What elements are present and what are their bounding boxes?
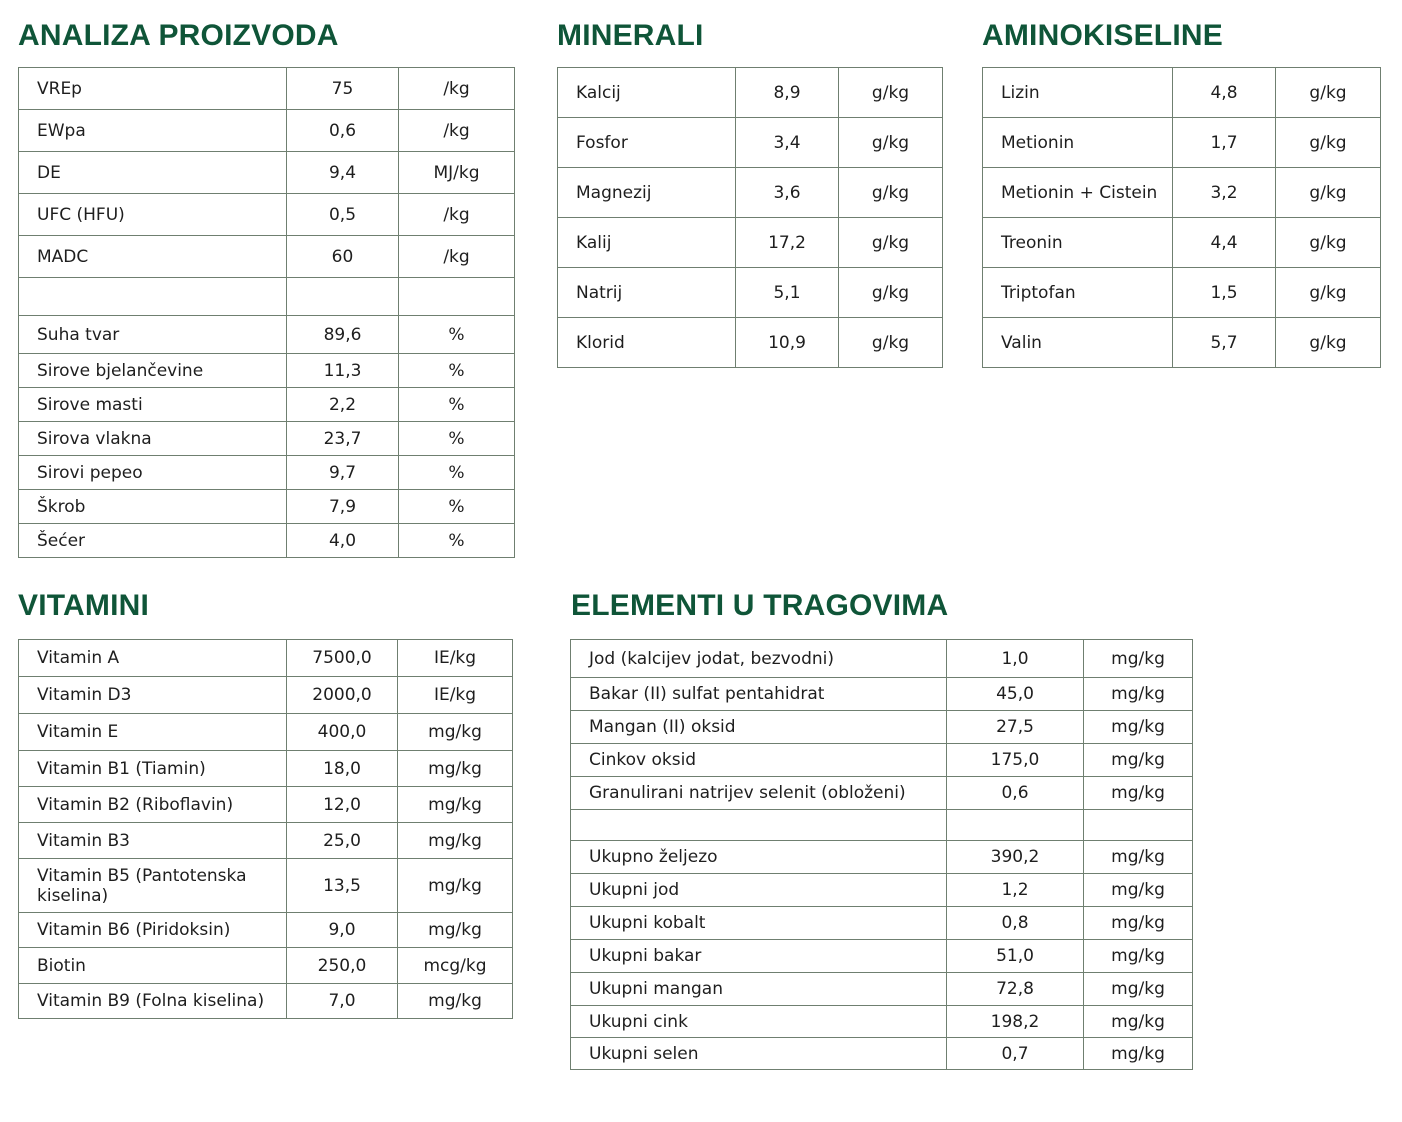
nutrient-unit: g/kg [839,68,943,118]
nutrient-unit: mg/kg [398,859,513,913]
nutrient-value: 23,7 [287,422,399,456]
nutrient-unit: /kg [399,236,515,278]
nutrient-name: Ukupni selen [571,1038,947,1070]
nutrient-unit: g/kg [839,268,943,318]
table-row [983,68,1381,118]
nutrient-name: Vitamin B6 (Piridoksin) [19,913,287,948]
nutrient-name: Kalcij [558,68,736,118]
nutrient-value: 0,6 [287,110,399,152]
nutrient-name: Vitamin A [19,640,287,677]
nutrient-unit [399,278,515,316]
aminokiseline-table [982,67,1381,368]
nutrient-name: Sirove masti [19,388,287,422]
nutrient-name: Vitamin B3 [19,823,287,859]
table-row [571,841,1193,874]
nutrient-name: Vitamin B9 (Folna kiselina) [19,984,287,1019]
nutrient-unit: mg/kg [398,984,513,1019]
nutrient-name: Sirovi pepeo [19,456,287,490]
table-row [571,640,1193,678]
nutrient-name: Treonin [983,218,1173,268]
nutrient-name: Vitamin B1 (Tiamin) [19,751,287,787]
nutrient-value: 3,4 [736,118,839,168]
nutrient-name: Metionin + Cistein [983,168,1173,218]
nutrient-unit: mg/kg [1084,940,1193,973]
nutrient-unit: MJ/kg [399,152,515,194]
nutrient-unit: g/kg [839,318,943,368]
table-row [19,422,515,456]
table-row [19,152,515,194]
nutrient-unit: % [399,524,515,558]
nutrient-unit: mg/kg [1084,711,1193,744]
nutrient-name: Vitamin B5 (Pantotenska kiselina) [19,859,287,913]
table-row [19,236,515,278]
nutrient-value: 390,2 [947,841,1084,874]
nutrient-name: Triptofan [983,268,1173,318]
nutrient-value: 3,6 [736,168,839,218]
nutrient-name: Ukupni mangan [571,973,947,1006]
nutrient-unit: % [399,422,515,456]
nutrient-name: Suha tvar [19,316,287,354]
table-row [983,168,1381,218]
nutrient-unit: g/kg [839,218,943,268]
elementi-heading: ELEMENTI U TRAGOVIMA [571,589,949,622]
minerali-table [557,67,943,368]
nutrient-unit: g/kg [839,168,943,218]
nutrient-name: Ukupno željezo [571,841,947,874]
nutrient-value: 4,4 [1173,218,1276,268]
nutrient-value: 2,2 [287,388,399,422]
table-row [571,874,1193,907]
nutrient-value: 18,0 [287,751,398,787]
nutrient-value: 51,0 [947,940,1084,973]
table-row [558,318,943,368]
spacer-row [19,278,515,316]
nutrient-value: 45,0 [947,678,1084,711]
nutrient-name: Bakar (II) sulfat pentahidrat [571,678,947,711]
nutrient-value: 13,5 [287,859,398,913]
nutrient-unit: mg/kg [398,787,513,823]
nutrient-value: 4,0 [287,524,399,558]
nutrient-value: 3,2 [1173,168,1276,218]
table-row [983,268,1381,318]
nutrient-value: 8,9 [736,68,839,118]
nutrient-value: 0,5 [287,194,399,236]
nutrient-value: 0,6 [947,777,1084,810]
nutrient-unit: g/kg [1276,268,1381,318]
table-row [558,168,943,218]
nutrient-name: Vitamin E [19,714,287,751]
spacer-row [571,810,1193,841]
table-row [19,823,513,859]
nutrient-unit: mg/kg [1084,1006,1193,1038]
table-row [19,456,515,490]
table-row [19,640,513,677]
nutrient-name: EWpa [19,110,287,152]
nutrient-name: DE [19,152,287,194]
nutrient-value [287,278,399,316]
nutrient-unit: g/kg [1276,118,1381,168]
nutrient-value: 11,3 [287,354,399,388]
table-row [571,711,1193,744]
table-row [19,787,513,823]
nutrient-name: Lizin [983,68,1173,118]
nutrient-value: 89,6 [287,316,399,354]
nutrient-value: 4,8 [1173,68,1276,118]
nutrient-value: 7,9 [287,490,399,524]
table-row [571,1038,1193,1070]
nutrient-name: Sirova vlakna [19,422,287,456]
nutrient-unit: g/kg [1276,318,1381,368]
vitamini-table [18,639,513,1019]
nutrient-value: 400,0 [287,714,398,751]
nutrient-unit: g/kg [839,118,943,168]
nutrient-unit: mg/kg [1084,640,1193,678]
table-row [19,714,513,751]
nutrient-unit: % [399,456,515,490]
nutrient-unit: IE/kg [398,677,513,714]
nutrient-value: 1,0 [947,640,1084,678]
aminokiseline-heading: AMINOKISELINE [982,19,1223,52]
nutrient-value: 1,2 [947,874,1084,907]
nutrient-value: 250,0 [287,948,398,984]
nutrient-unit [1084,810,1193,841]
nutrient-unit: mg/kg [398,714,513,751]
nutrient-unit: mg/kg [1084,777,1193,810]
nutrient-name: Mangan (II) oksid [571,711,947,744]
nutrient-value: 198,2 [947,1006,1084,1038]
nutrient-name: Granulirani natrijev selenit (obloženi) [571,777,947,810]
nutrient-value: 10,9 [736,318,839,368]
nutrient-unit: mg/kg [398,913,513,948]
nutrient-name [19,278,287,316]
table-row [983,118,1381,168]
nutrient-value: 0,8 [947,907,1084,940]
nutrient-value: 7,0 [287,984,398,1019]
nutrient-unit: mg/kg [1084,744,1193,777]
nutrient-unit: g/kg [1276,168,1381,218]
nutrient-value: 25,0 [287,823,398,859]
table-row [19,751,513,787]
nutrient-unit: mg/kg [1084,973,1193,1006]
table-row [19,388,515,422]
nutrient-value: 9,4 [287,152,399,194]
table-row [19,490,515,524]
nutrient-unit: mg/kg [1084,1038,1193,1070]
table-row [571,940,1193,973]
nutrient-value: 9,0 [287,913,398,948]
nutrient-unit: mcg/kg [398,948,513,984]
nutrient-unit: mg/kg [1084,907,1193,940]
nutrient-unit: mg/kg [1084,874,1193,907]
nutrient-name: Šećer [19,524,287,558]
table-row [19,316,515,354]
table-row [558,218,943,268]
nutrient-value: 0,7 [947,1038,1084,1070]
table-row [19,194,515,236]
nutrient-unit: mg/kg [398,751,513,787]
minerali-heading: MINERALI [557,19,704,52]
nutrient-name: Klorid [558,318,736,368]
nutrient-name: Ukupni jod [571,874,947,907]
nutrient-value: 12,0 [287,787,398,823]
nutrient-unit: IE/kg [398,640,513,677]
analiza-table [18,67,515,558]
table-row [571,907,1193,940]
nutrient-name: Fosfor [558,118,736,168]
nutrient-value: 72,8 [947,973,1084,1006]
nutrient-value: 27,5 [947,711,1084,744]
nutrient-value: 1,5 [1173,268,1276,318]
nutrient-name: Magnezij [558,168,736,218]
nutrient-name: Metionin [983,118,1173,168]
table-row [19,677,513,714]
nutrient-unit: % [399,354,515,388]
nutrient-name: Vitamin D3 [19,677,287,714]
table-row [983,318,1381,368]
nutrient-value: 2000,0 [287,677,398,714]
nutrient-value [947,810,1084,841]
nutrient-name: Biotin [19,948,287,984]
nutrient-value: 9,7 [287,456,399,490]
nutrient-name: UFC (HFU) [19,194,287,236]
nutrient-name: Jod (kalcijev jodat, bezvodni) [571,640,947,678]
nutrient-unit: /kg [399,194,515,236]
nutrient-value: 60 [287,236,399,278]
nutrient-unit: mg/kg [398,823,513,859]
nutrient-value: 175,0 [947,744,1084,777]
nutrient-name: Ukupni kobalt [571,907,947,940]
nutrient-name: Valin [983,318,1173,368]
table-row [558,118,943,168]
nutrient-name: Ukupni bakar [571,940,947,973]
table-row [19,524,515,558]
nutrient-unit: mg/kg [1084,678,1193,711]
nutrient-name: Vitamin B2 (Riboflavin) [19,787,287,823]
nutrient-unit: /kg [399,110,515,152]
table-row [19,859,513,913]
table-row [19,948,513,984]
vitamini-heading: VITAMINI [18,589,150,622]
table-row [19,984,513,1019]
table-row [983,218,1381,268]
nutrient-unit: g/kg [1276,218,1381,268]
nutrient-unit: /kg [399,68,515,110]
nutrient-unit: % [399,490,515,524]
table-row [571,973,1193,1006]
nutrient-value: 7500,0 [287,640,398,677]
analiza-heading: ANALIZA PROIZVODA [18,19,339,52]
table-row [19,110,515,152]
table-row [558,68,943,118]
nutrient-unit: % [399,388,515,422]
nutrient-unit: mg/kg [1084,841,1193,874]
elementi-table [570,639,1193,1070]
nutrient-name: Ukupni cink [571,1006,947,1038]
nutrient-name: Cinkov oksid [571,744,947,777]
nutrient-name: Kalij [558,218,736,268]
nutrient-value: 17,2 [736,218,839,268]
nutrient-unit: % [399,316,515,354]
nutrient-value: 5,7 [1173,318,1276,368]
nutrient-unit: g/kg [1276,68,1381,118]
nutrient-value: 75 [287,68,399,110]
table-row [19,68,515,110]
table-row [19,354,515,388]
nutrient-name: Škrob [19,490,287,524]
table-row [571,1006,1193,1038]
nutrient-name: Sirove bjelančevine [19,354,287,388]
nutrient-name: MADC [19,236,287,278]
nutrient-name: VREp [19,68,287,110]
nutrient-name: Natrij [558,268,736,318]
nutrient-value: 5,1 [736,268,839,318]
table-row [558,268,943,318]
table-row [571,777,1193,810]
table-row [571,744,1193,777]
table-row [19,913,513,948]
table-row [571,678,1193,711]
nutrient-name [571,810,947,841]
nutrient-value: 1,7 [1173,118,1276,168]
